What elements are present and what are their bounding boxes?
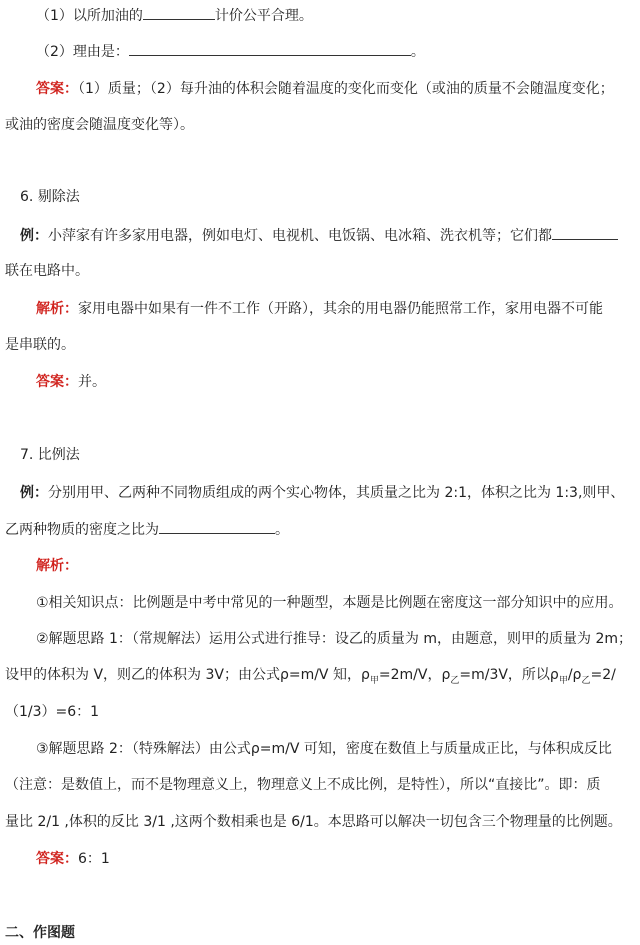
- answer-blank-3[interactable]: [552, 226, 618, 240]
- answer-blank-1[interactable]: [143, 6, 215, 20]
- q5-part2-lead: （2）理由是：: [36, 44, 129, 60]
- s7-answer: [36, 850, 110, 868]
- example-label: 例：: [20, 485, 48, 501]
- s7-point-2-cont: [5, 666, 616, 690]
- s7-point-3-cont: （注意：是数值上，而不是物理意义上，物理意义上不成比例，是特性），所以“直接比”。即：质: [5, 777, 601, 793]
- q5-answer: [36, 80, 614, 98]
- s7-point-3: ③解题思路 2：（特殊解法）由公式ρ=m/V 可知，密度在数值上与质量成正比，与体积成反比: [36, 741, 612, 757]
- formula-part: =2/: [590, 667, 616, 683]
- q5-part1-tail: 计价公平合理。: [214, 8, 313, 24]
- example-end: 。: [275, 522, 289, 538]
- s7-point-1: ①相关知识点：比例题是中考中常见的一种题型，本题是比例题在密度这一部分知识中的应用。: [36, 595, 623, 611]
- subscript-yi: 乙: [581, 675, 591, 686]
- answer-blank-2[interactable]: [129, 42, 411, 56]
- q5-part1-lead: （1）以所加油的: [36, 8, 143, 24]
- answer-label: 答案：: [36, 851, 78, 867]
- s6-analysis: [36, 300, 603, 318]
- answer-text: （1）质量；（2）每升油的体积会随着温度的变化而变化（或油的质量不会随温度变化；: [78, 81, 614, 97]
- formula-part: /ρ: [567, 667, 582, 683]
- formula-part: 设甲的体积为 V，则乙的体积为 3V；由公式ρ=m/V 知，ρ: [5, 667, 370, 683]
- subscript-jia: 甲: [369, 675, 379, 686]
- example-text: 分别用甲、乙两种不同物质组成的两个实心物体，其质量之比为 2:1，体积之比为 1:3,则甲、: [48, 485, 625, 501]
- s7-point-2: ②解题思路 1：（常规解法）运用公式进行推导：设乙的质量为 m，由题意，则甲的质量为 2m；: [36, 631, 632, 647]
- section-6-heading: 6. 剔除法: [20, 189, 80, 205]
- answer-label: 答案：: [36, 81, 78, 97]
- subscript-yi: 乙: [450, 675, 460, 686]
- section-2-heading: 二、作图题: [5, 925, 75, 941]
- answer-text: 6：1: [78, 851, 110, 867]
- section-7-heading: 7. 比例法: [20, 447, 80, 463]
- s6-analysis-cont: 是串联的。: [5, 337, 75, 353]
- q5-part2-tail: 。: [410, 44, 425, 60]
- q5-part2: [36, 42, 425, 61]
- s7-point-3-cont2: 量比 2/1 ,体积的反比 3/1 ,这两个数相乘也是 6/1。本思路可以解决一切包含三个物理量的比例题。: [5, 814, 622, 830]
- example-text-cont: 乙两种物质的密度之比为: [5, 522, 159, 538]
- q5-answer-cont: 或油的密度会随温度变化等）。: [5, 117, 194, 133]
- s7-example: [20, 484, 624, 502]
- s6-example: [20, 226, 618, 245]
- answer-blank-4[interactable]: [159, 520, 275, 534]
- formula-part: =2m/V，ρ: [378, 667, 451, 683]
- s6-answer: [36, 373, 106, 391]
- formula-part: =m/3V，所以ρ: [459, 667, 559, 683]
- q5-part1: [36, 6, 313, 25]
- s6-example-cont: 联在电路中。: [5, 263, 89, 279]
- s7-point-2-result: （1/3）=6：1: [5, 704, 100, 720]
- analysis-text: 家用电器中如果有一件不工作（开路），其余的用电器仍能照常工作，家用电器不可能: [78, 301, 603, 317]
- answer-text: 并。: [78, 374, 106, 390]
- answer-label: 答案：: [36, 374, 78, 390]
- example-label: 例：: [20, 228, 48, 244]
- s7-example-cont: [5, 520, 289, 539]
- subscript-jia: 甲: [558, 675, 568, 686]
- example-text: 小萍家有许多家用电器，例如电灯、电视机、电饭锅、电冰箱、洗衣机等；它们都: [48, 228, 552, 244]
- analysis-label: 解析：: [36, 301, 78, 317]
- s7-analysis-label: 解析：: [36, 558, 78, 574]
